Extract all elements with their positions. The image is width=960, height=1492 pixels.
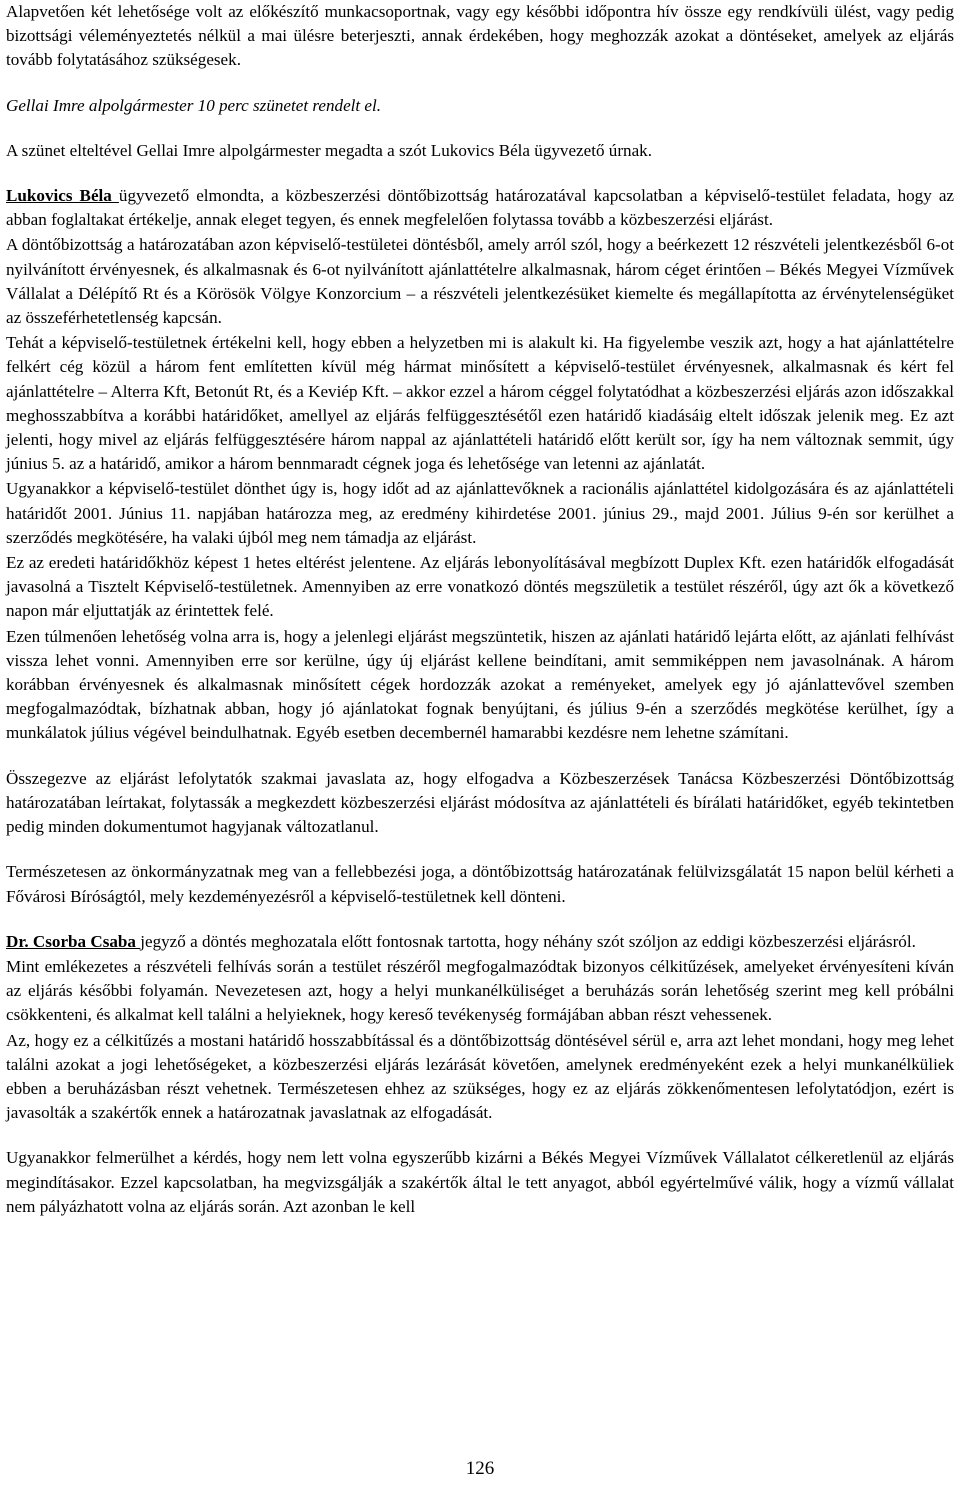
paragraph: Tehát a képviselő-testületnek értékelni kell, hogy ebben a helyzetben mi is alakult ki. Ha figyelembe veszik azt, hogy a hat ajánlattételre felkért cég közül a három fent említetten kívül még hármat minősített a képviselő-testület érvényesnek, alkalmasnak és kért fel ajánlattételre – Alterra Kft, Betonút Rt, és a Keviép Kft. – akkor ezzel a három céggel folytatódhat a közbeszerzési eljárás azon időszakkal meghosszabbítva a korábbi határidőket, amellyel az eljárás felfüggesztésétől ezen határidő kiadásáig eltelt időszak jelenik meg. Ez azt jelenti, hogy mivel az eljárás felfüggesztésére három nappal az ajánlattételi határidő előtt került sor, így ha nem változnak semmit, úgy június 5. az a határidő, amikor a három bennmaradt cégnek joga és lehetősége van letenni az ajánlatát. (6, 333, 954, 474)
page-number: 126 (465, 1458, 495, 1479)
paragraph: Az, hogy ez a célkitűzés a mostani határidő hosszabbítással és a döntőbizottság döntésével sérül e, arra azt lehet mondani, hogy meg lehet találni azokat a jogi lehetőségeket, a közbeszerzési eljárás lezárását követően, amelynek eredményeként ezek a helyi munkanélküliek ebben a beruházásban részt vehetnek. Természetesen ehhez az szükséges, hogy ez az eljárás zökkenőmentesen lefolytatódjon, ezért is javasolták a szakértők ennek a határozatnak javaslatnak az elfogadását. (6, 1030, 954, 1123)
paragraph: Ugyanakkor a képviselő-testület dönthet úgy is, hogy időt ad az ajánlattevőknek a racionális ajánlattétel kidolgozására és az ajánlattételi határidőt 2001. Június 11. napjában határozza meg, az eredmény kihirdetése 2001. június 29., majd 2001. Július 9-én sor kerülhet a szerződés megkötésére, ha valaki újból meg nem támadja az eljárást. (6, 479, 954, 547)
paragraph-text: ügyvezető elmondta, a közbeszerzési döntőbizottság határozatával kapcsolatban a képviselő-testület feladata, hogy az abban foglaltakat értékelje, annak eleget tegyen, és ennek megfelelően folytassa tovább a közbeszerzési eljárást. (6, 186, 954, 230)
paragraph: A szünet elteltével Gellai Imre alpolgármester megadta a szót Lukovics Béla ügyvezető úrnak. (6, 140, 652, 160)
paragraph: Ezen túlmenően lehetőség volna arra is, hogy a jelenlegi eljárást megszüntetik, hiszen az ajánlati határidő lejárta előtt, az ajánlati felhívást vissza lehet vonni. Amennyiben erre sor kerülne, úgy új eljárást kellene beindítani, amit semmiképpen nem javasolnának. A három korábban érvényesnek és alkalmasnak minősített cégek hordozzák azokat a reményeket, amelyek egy jó ajánlattevővel szemben megfogalmazódtak, bízhatnak abban, hogy jó ajánlatokat fognak benyújtani, és július 9-én a szerződés megkötése kerülhet, így a munkálatok július végével beindulhatnak. Egyéb esetben decembernél hamarabbi kezdésre nem lehetne számítani. (6, 626, 954, 743)
speaker-name: Dr. Csorba Csaba (6, 931, 141, 951)
paragraph (6, 184, 954, 232)
paragraph: Ez az eredeti határidőkhöz képest 1 hetes eltérést jelentene. Az eljárás lebonyolításával megbízott Duplex Kft. ezen határidők elfogadását javasolná a Tisztelt Képviselő-testületnek. Amennyiben az erre vonatkozó döntés megszületik a testület részéről, úgy azt ők a következő napon már eljuttatják az érintettek felé. (6, 553, 954, 621)
paragraph: Alapvetően két lehetősége volt az előkészítő munkacsoportnak, vagy egy későbbi időpontra hív össze egy rendkívüli ülést, vagy pedig bizottsági véleményeztetés nélkül a mai ülésre beterjeszti, annak érdekében, hogy meghozzák azokat a döntéseket, amelyek az eljárás tovább folytatásához szükségesek. (6, 2, 954, 70)
paragraph: A döntőbizottság a határozatában azon képviselő-testületei döntésből, amely arról szól, hogy a beérkezett 12 részvételi jelentkezésből 6-ot nyilvánított érvényesnek, és alkalmasnak és 6-ot nyilvánított ajánlattételre alkalmasnak, három céget érintően – Békés Megyei Vízművek Vállalat a Délépítő Rt és a Körösök Völgye Konzorcium – a részvételi jelentkezésüket kiemelte és megállapította az érvénytelenségüket az összeférhetetlenség kapcsán. (6, 235, 954, 328)
italic-note: Gellai Imre alpolgármester 10 perc szünetet rendelt el. (6, 95, 382, 115)
speaker-name: Lukovics Béla (6, 186, 119, 206)
paragraph-text: jegyző a döntés meghozatala előtt fontosnak tartotta, hogy néhány szót szóljon az eddigi közbeszerzési eljárásról. (140, 931, 916, 951)
paragraph (6, 930, 954, 954)
paragraph: Összegezve az eljárást lefolytatók szakmai javaslata az, hogy elfogadva a Közbeszerzések Tanácsa Közbeszerzési Döntőbizottság határozatában leírtakat, folytassák a megkezdett közbeszerzési eljárást módosítva az ajánlattételi és bírálati határidőket, egyéb tekintetben pedig minden dokumentumot hagyjanak változatlanul. (6, 768, 954, 837)
paragraph: Mint emlékezetes a részvételi felhívás során a testület részéről megfogalmazódtak bizonyos célkitűzések, amelyeket érvényesíteni kíván az eljárás későbbi folyamán. Nevezetesen azt, hogy a helyi munkanélküliséget a beruházás során lehetőség szerint meg kell próbálni csökkenteni, és alkalmat kell találni a helyieknek, hogy kereső tevékenység formájában abban részt vehessenek. (6, 956, 954, 1025)
paragraph: Ugyanakkor felmerülhet a kérdés, hogy nem lett volna egyszerűbb kizárni a Békés Megyei Vízművek Vállalatot célkeretlenül az eljárás megindításakor. Ezzel kapcsolatban, ha megvizsgálják a szakértők által le tett anyagot, abból egyértelművé válik, hogy a vízmű vállalat nem pályázhatott volna az eljárás során. Azt azonban le kell (6, 1148, 954, 1216)
paragraph: Természetesen az önkormányzatnak meg van a fellebbezési joga, a döntőbizottság határozatának felülvizsgálatát 15 napon belül kérheti a Fővárosi Bíróságtól, mely kezdeményezésről a képviselő-testületnek kell dönteni. (6, 862, 954, 906)
document-page (6, 0, 954, 1219)
